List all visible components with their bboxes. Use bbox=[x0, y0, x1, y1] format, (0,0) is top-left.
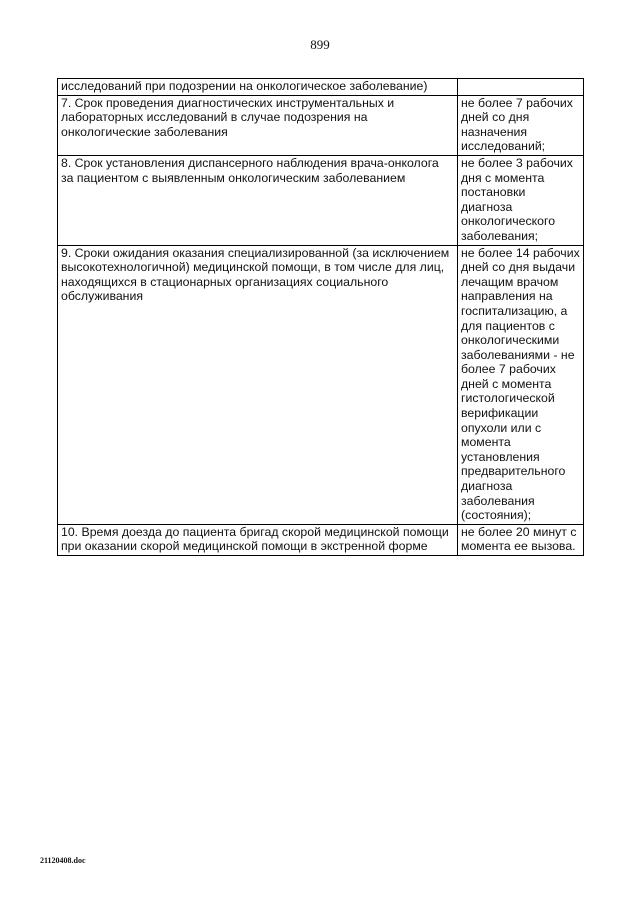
row-value: не более 3 рабочих дня с момента постановки диагноза онкологического заболевания; bbox=[458, 155, 584, 245]
row-value: не более 7 рабочих дней со дня назначения исследований; bbox=[458, 95, 584, 155]
row-description: исследований при подозрении на онкологическое заболевание) bbox=[58, 79, 458, 96]
row-value: не более 14 рабочих дней со дня выдачи лечащим врачом направления на госпитализацию, а для пациентов с онкологическими заболеваниями - не более 7 рабочих дней с момента гистологической верификации опухоли или с момента установления предварительного диагноза заболевания (состояния); bbox=[458, 245, 584, 524]
row-value bbox=[458, 79, 584, 96]
table-row bbox=[58, 245, 584, 524]
row-value: не более 20 минут с момента ее вызова. bbox=[458, 524, 584, 555]
row-description: 9. Сроки ожидания оказания специализированной (за исключением высокотехнологичной) медицинской помощи, в том числе для лиц, находящихся в стационарных организациях социального обслуживания bbox=[58, 245, 458, 524]
row-description: 7. Срок проведения диагностических инструментальных и лабораторных исследований в случае подозрения на онкологические заболевания bbox=[58, 95, 458, 155]
row-description: 8. Срок установления диспансерного наблюдения врача-онколога за пациентом с выявленным онкологическим заболеванием bbox=[58, 155, 458, 245]
table-row bbox=[58, 524, 584, 555]
page-number: 899 bbox=[310, 37, 330, 52]
table-row bbox=[58, 79, 584, 96]
table-row bbox=[58, 95, 584, 155]
row-description: 10. Время доезда до пациента бригад скорой медицинской помощи при оказании скорой медицинской помощи в экстренной форме bbox=[58, 524, 458, 555]
document-filename: 21120408.doc bbox=[40, 856, 86, 865]
waiting-times-table bbox=[57, 78, 584, 556]
table-row bbox=[58, 155, 584, 245]
